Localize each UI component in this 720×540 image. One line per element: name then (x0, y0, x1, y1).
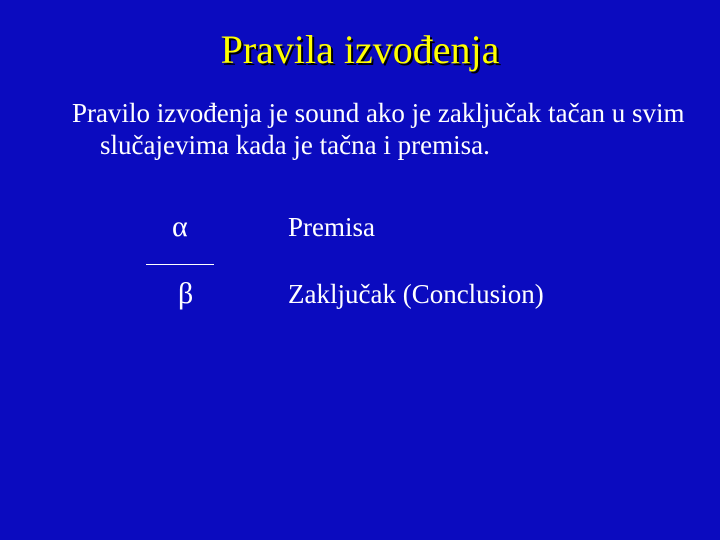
premise-symbol: α (172, 210, 188, 243)
premise-label: Premisa (288, 212, 375, 242)
slide-title: Pravila izvođenja (220, 27, 500, 72)
inference-line (146, 264, 214, 265)
conclusion-symbol: β (178, 277, 194, 310)
conclusion-label: Zaključak (Conclusion) (288, 279, 544, 309)
definition-text: Pravilo izvođenja je sound ako je zaključak tačan u svim slučajevima kada je tačna i premisa. (72, 98, 685, 160)
